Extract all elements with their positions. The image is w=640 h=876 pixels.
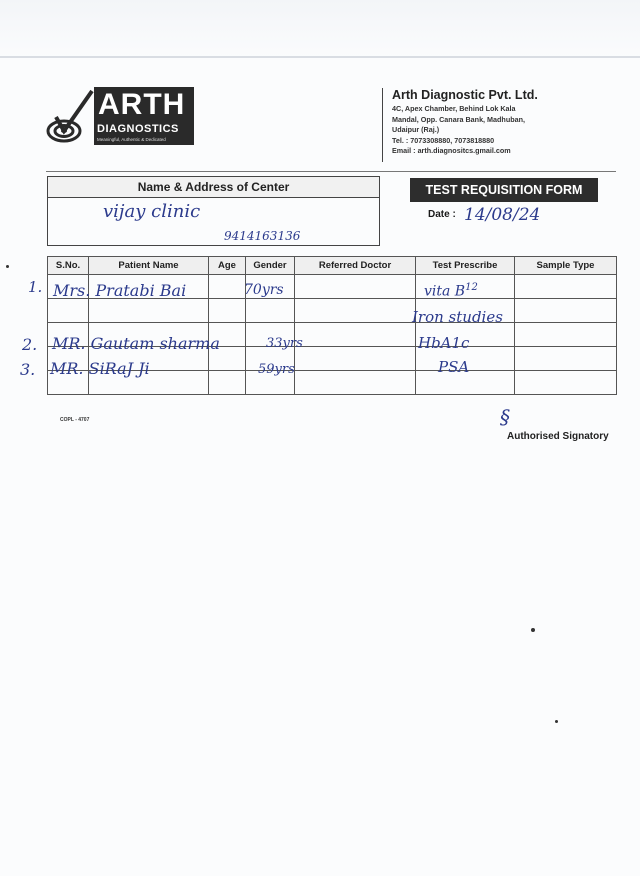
form-title: TEST REQUISITION FORM xyxy=(410,178,598,202)
table-header-row xyxy=(48,257,617,275)
form-code: COPL - 4707 xyxy=(60,417,90,423)
center-name: vijay clinic xyxy=(103,201,201,222)
authorised-signatory-label: Authorised Signatory xyxy=(507,431,609,442)
date-value: 14/08/24 xyxy=(464,205,541,225)
center-details-box xyxy=(47,176,380,246)
company-name: Arth Diagnostic Pvt. Ltd. xyxy=(392,88,538,102)
paper-speck xyxy=(6,265,9,268)
column-header: S.No. xyxy=(48,257,89,275)
header-divider xyxy=(382,88,383,162)
row1-test-2: Iron studies xyxy=(412,308,503,326)
logo-subtitle: DIAGNOSTICS xyxy=(97,123,179,135)
date-label: Date : xyxy=(428,209,456,220)
paper-fold-line xyxy=(0,56,640,58)
company-email: Email : arth.diagnositcs.gmail.com xyxy=(392,146,511,155)
signature-mark: § xyxy=(500,405,510,429)
target-icon xyxy=(46,87,96,147)
row1-test-superscript: 12 xyxy=(465,282,478,293)
column-header: Referred Doctor xyxy=(295,257,416,275)
center-heading: Name & Address of Center xyxy=(48,177,379,198)
row2-test: HbA1c xyxy=(418,334,470,352)
row1-test xyxy=(424,282,478,300)
row1-age: 70yrs xyxy=(244,282,284,298)
column-header: Test Prescribe xyxy=(416,257,515,275)
header-rule xyxy=(46,171,616,172)
row3-patient-name: MR. SiRaJ Ji xyxy=(50,359,150,378)
logo-wordmark: ARTH xyxy=(98,88,186,121)
row2-serial: 2. xyxy=(22,335,38,354)
address-line: Udaipur (Raj.) xyxy=(392,125,440,134)
row1-patient-name: Mrs. Pratabi Bai xyxy=(53,281,187,300)
paper-speck xyxy=(531,628,535,632)
row2-age: 33yrs xyxy=(266,336,303,351)
logo-tagline: Meaningful, Authentic & Dedicated xyxy=(97,137,166,142)
table-row xyxy=(48,299,617,323)
center-phone: 9414163136 xyxy=(224,229,301,243)
row3-test: PSA xyxy=(438,358,470,376)
company-address xyxy=(392,104,562,157)
row3-serial: 3. xyxy=(20,360,36,379)
arth-logo xyxy=(46,87,196,147)
address-line: 4C, Apex Chamber, Behind Lok Kala xyxy=(392,104,516,113)
row1-test-name: vita B xyxy=(424,283,466,300)
company-phone: Tel. : 7073308880, 7073818880 xyxy=(392,135,495,145)
row3-age: 59yrs xyxy=(258,362,295,377)
row2-patient-name: MR. Gautam sharma xyxy=(52,334,220,353)
column-header: Sample Type xyxy=(515,257,617,275)
address-line: Mandal, Opp. Canara Bank, Madhuban, xyxy=(392,114,525,124)
paper-speck xyxy=(555,720,558,723)
column-header: Age xyxy=(209,257,246,275)
row1-serial: 1. xyxy=(28,278,43,296)
column-header: Patient Name xyxy=(89,257,209,275)
column-header: Gender xyxy=(246,257,295,275)
